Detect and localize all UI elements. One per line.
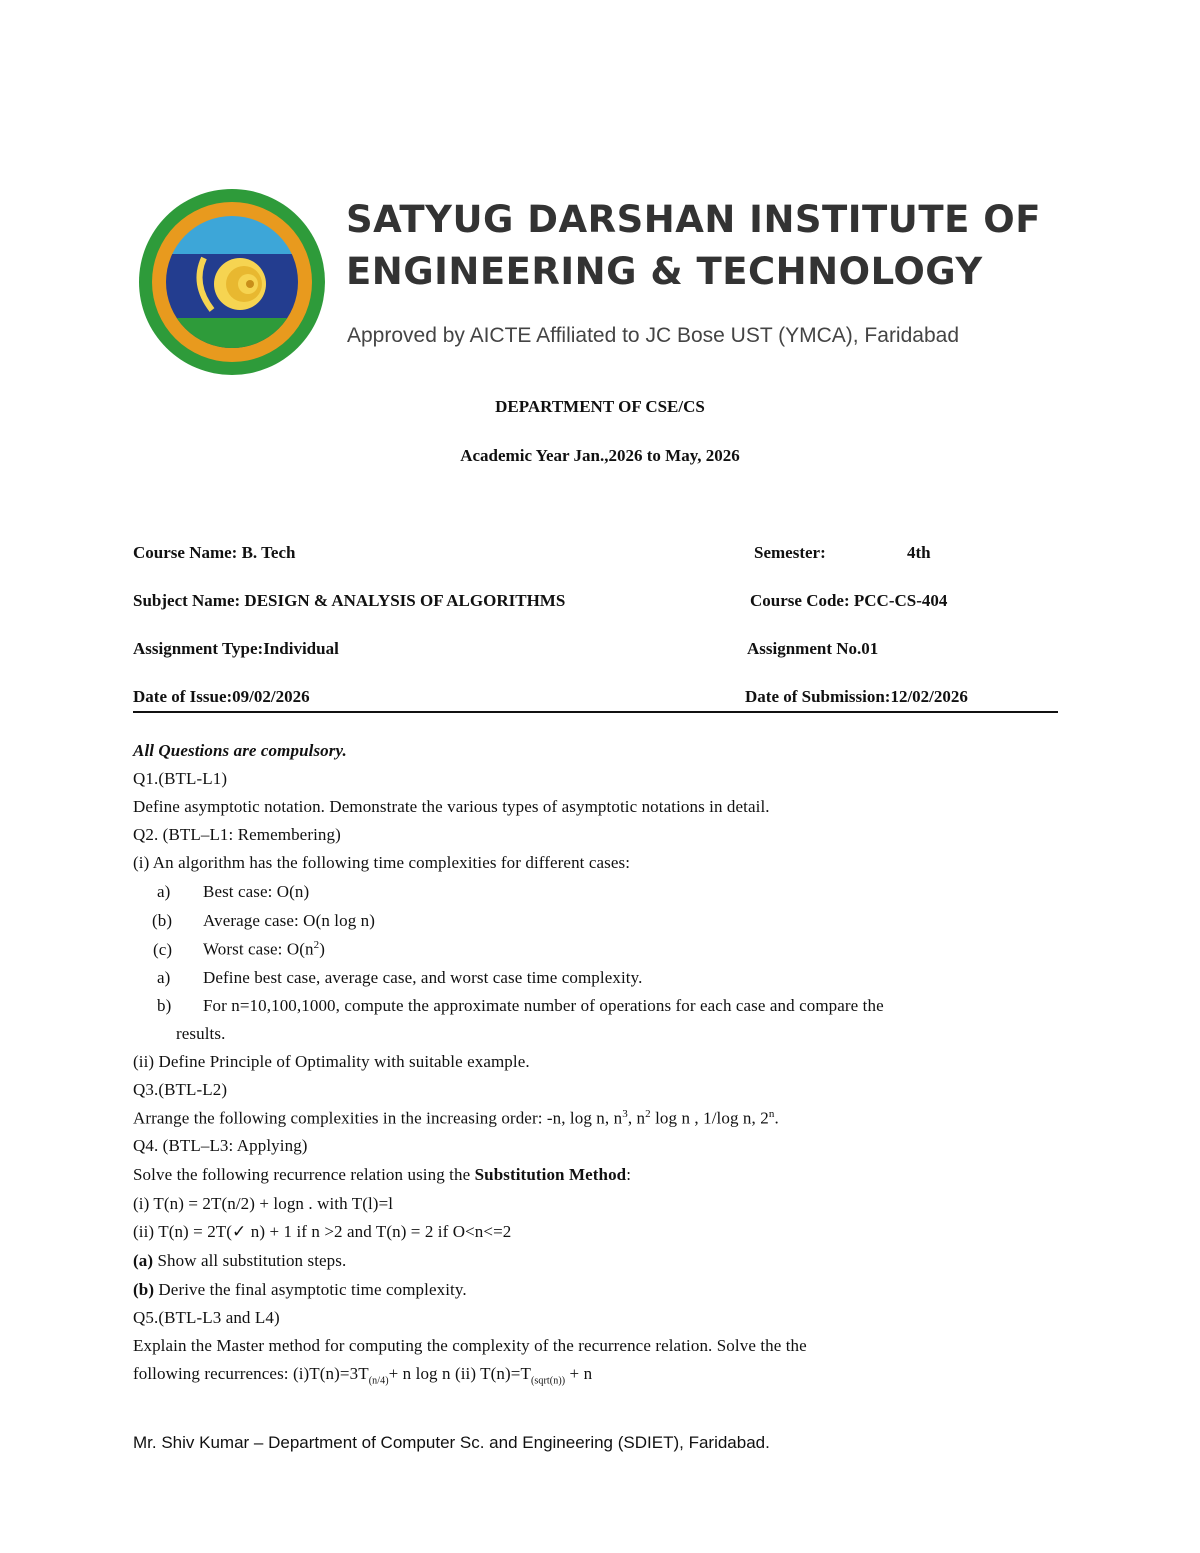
list-marker: b): [157, 996, 172, 1015]
q3-text-part: .: [774, 1108, 779, 1128]
date-of-submission: Date of Submission:12/02/2026: [745, 687, 968, 706]
course-name: Course Name: B. Tech: [133, 543, 296, 562]
assignment-number: Assignment No.01: [747, 639, 879, 658]
superscript: 2: [313, 939, 320, 951]
subject-name: Subject Name: DESIGN & ANALYSIS OF ALGORITHMS: [133, 591, 566, 610]
q2-case-worst: [153, 939, 325, 960]
approval-line: Approved by AICTE Affiliated to JC Bose UST (YMCA), Faridabad: [347, 324, 959, 347]
semester-label: Semester:: [754, 543, 826, 562]
q4-sub-b-text: Derive the final asymptotic time complexity.: [154, 1280, 467, 1299]
q2-task-b: [157, 996, 884, 1016]
q4-part-i: (i) T(n) = 2T(n/2) + logn . with T(l)=l: [133, 1194, 394, 1213]
q3-text: [133, 1108, 779, 1129]
superscript: 3: [622, 1108, 628, 1120]
list-text: For n=10,100,1000, compute the approximate number of operations for each case and compare the: [203, 996, 884, 1015]
superscript: 2: [645, 1108, 651, 1120]
q5-text-part: + n: [565, 1364, 593, 1383]
list-marker: a): [157, 968, 171, 987]
q4-method-name: Substitution Method: [474, 1165, 627, 1184]
course-code: Course Code: PCC-CS-404: [750, 591, 948, 610]
list-marker: (c): [153, 939, 173, 959]
q4-sub-b: [133, 1280, 467, 1300]
list-text: Best case: O(n): [203, 882, 310, 901]
q3-title: Q3.(BTL-L2): [133, 1080, 228, 1099]
q5-text-part: + n log n (ii) T(n)=T: [388, 1364, 531, 1383]
q5-text-part: following recurrences: (i)T(n)=3T: [133, 1364, 369, 1383]
subscript: (n/4): [368, 1375, 389, 1387]
q3-text-part: Arrange the following complexities in the increasing order: -n, log n, n: [133, 1108, 623, 1128]
q4-sub-a-label: (a): [133, 1251, 154, 1270]
q4-intro: [133, 1165, 631, 1185]
list-marker: a): [157, 882, 171, 901]
institute-name-line2: ENGINEERING & TECHNOLOGY: [346, 250, 983, 293]
assignment-type: Assignment Type:Individual: [133, 639, 339, 658]
q2-part-ii: (ii) Define Principle of Optimality with suitable example.: [133, 1052, 530, 1071]
list-text: Worst case: O(n: [203, 939, 314, 959]
q2-case-best: [157, 882, 309, 902]
divider-line: [133, 711, 1058, 713]
q1-title: Q1.(BTL-L1): [133, 769, 228, 788]
department-heading: DEPARTMENT OF CSE/CS: [495, 397, 705, 416]
q2-task-a: [157, 968, 642, 988]
q4-sub-a: [133, 1251, 346, 1271]
list-text: ): [319, 939, 325, 959]
q4-title: Q4. (BTL–L3: Applying): [133, 1136, 308, 1155]
q3-text-part: log n , 1/log n, 2: [650, 1108, 769, 1128]
instructions: All Questions are compulsory.: [133, 741, 347, 760]
q5-text: Explain the Master method for computing the complexity of the recurrence relation. Solve the the: [133, 1336, 807, 1355]
q1-text: Define asymptotic notation. Demonstrate the various types of asymptotic notations in detail.: [133, 797, 770, 816]
q2-case-average: [152, 911, 375, 931]
q4-sub-a-text: Show all substitution steps.: [153, 1251, 347, 1270]
list-text: Average case: O(n log n): [203, 911, 376, 930]
list-text: Define best case, average case, and worst case time complexity.: [203, 968, 643, 987]
semester-value: 4th: [907, 543, 931, 562]
q2-intro: (i) An algorithm has the following time complexities for different cases:: [133, 853, 631, 872]
q5-recurrences: [133, 1364, 592, 1386]
institute-name-line1: SATYUG DARSHAN INSTITUTE OF: [346, 198, 1041, 241]
page-footer: Mr. Shiv Kumar – Department of Computer Sc. and Engineering (SDIET), Faridabad.: [133, 1433, 770, 1452]
q5-title: Q5.(BTL-L3 and L4): [133, 1308, 280, 1327]
q3-text-part: , n: [627, 1108, 646, 1128]
q4-part-ii: (ii) T(n) = 2T(✓ n) + 1 if n >2 and T(n) = 2 if O<n<=2: [133, 1222, 512, 1241]
subscript: (sqrt(n)): [530, 1375, 566, 1387]
q4-sub-b-label: (b): [133, 1280, 155, 1299]
q2-task-b-continued: results.: [176, 1024, 226, 1043]
academic-year: Academic Year Jan.,2026 to May, 2026: [460, 446, 740, 465]
q2-title: Q2. (BTL–L1: Remembering): [133, 825, 341, 844]
date-of-issue: Date of Issue:09/02/2026: [133, 687, 310, 706]
q4-intro-text: :: [626, 1165, 632, 1184]
college-seal-logo: [132, 188, 332, 376]
list-marker: (b): [152, 911, 173, 930]
q4-intro-text: Solve the following recurrence relation using the: [133, 1165, 475, 1184]
superscript: n: [768, 1108, 775, 1120]
